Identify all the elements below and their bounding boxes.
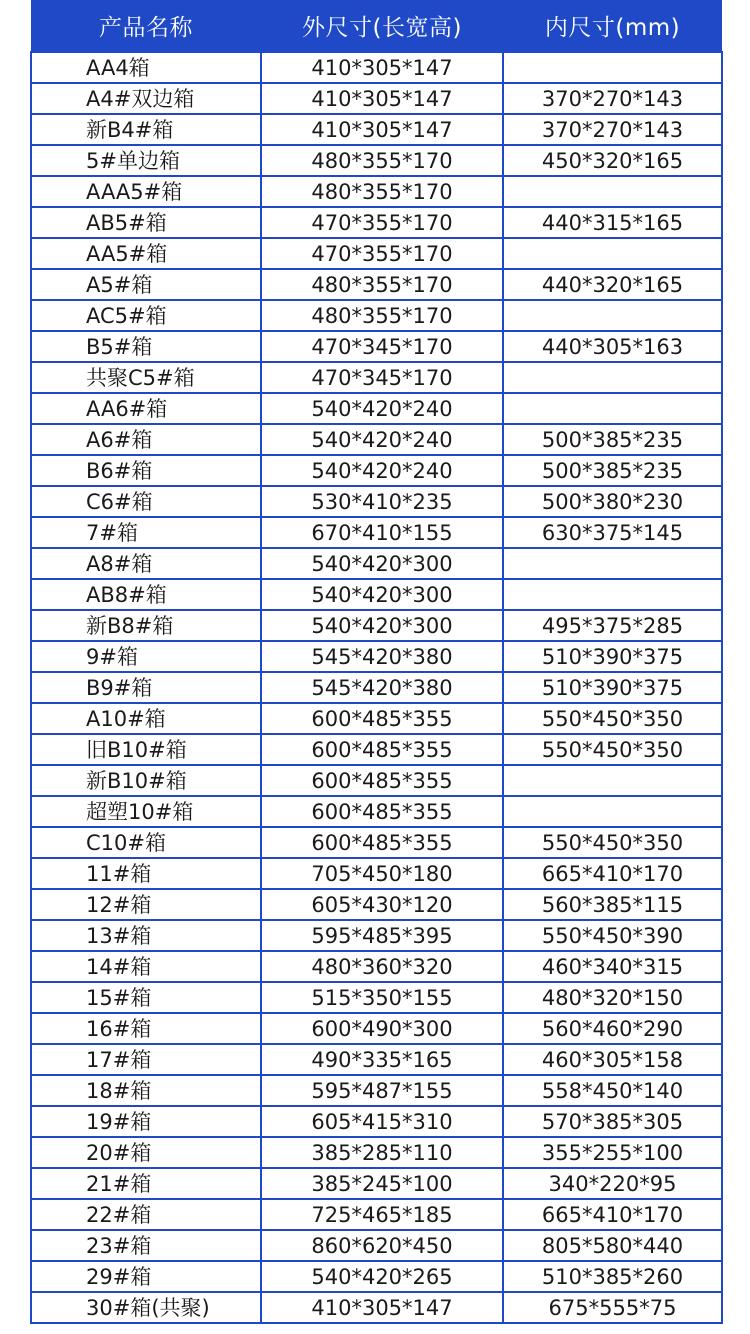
inner-size-cell [503, 52, 722, 83]
product-name-cell: 18#箱 [31, 1075, 261, 1106]
product-name-cell: A8#箱 [31, 548, 261, 579]
table-row [31, 1168, 722, 1199]
table-row [31, 579, 722, 610]
product-name-cell: 12#箱 [31, 889, 261, 920]
inner-size-cell [503, 548, 722, 579]
product-name-cell: AA6#箱 [31, 393, 261, 424]
product-name-cell: 14#箱 [31, 951, 261, 982]
inner-size-cell: 340*220*95 [503, 1168, 722, 1199]
table-row [31, 145, 722, 176]
outer-size-cell: 670*410*155 [261, 517, 503, 548]
outer-size-cell: 600*485*355 [261, 765, 503, 796]
inner-size-cell: 450*320*165 [503, 145, 722, 176]
outer-size-cell: 595*485*395 [261, 920, 503, 951]
box-size-table-container [30, 0, 721, 1324]
product-name-cell: 15#箱 [31, 982, 261, 1013]
product-name-cell: 新B4#箱 [31, 114, 261, 145]
table-row [31, 238, 722, 269]
inner-size-cell: 370*270*143 [503, 114, 722, 145]
table-row [31, 424, 722, 455]
table-row [31, 1044, 722, 1075]
outer-size-cell: 605*430*120 [261, 889, 503, 920]
inner-size-cell: 550*450*350 [503, 703, 722, 734]
inner-size-cell: 500*385*235 [503, 424, 722, 455]
product-name-cell: 21#箱 [31, 1168, 261, 1199]
product-name-cell: 5#单边箱 [31, 145, 261, 176]
table-row [31, 83, 722, 114]
product-name-cell: B5#箱 [31, 331, 261, 362]
table-row [31, 1292, 722, 1323]
product-name-cell: A10#箱 [31, 703, 261, 734]
box-size-table [30, 0, 723, 1324]
table-row [31, 52, 722, 83]
inner-size-cell: 570*385*305 [503, 1106, 722, 1137]
inner-size-cell: 558*450*140 [503, 1075, 722, 1106]
inner-size-cell: 370*270*143 [503, 83, 722, 114]
table-header [31, 0, 722, 52]
inner-size-cell: 510*385*260 [503, 1261, 722, 1292]
inner-size-cell: 550*450*350 [503, 734, 722, 765]
table-row [31, 889, 722, 920]
inner-size-cell: 440*305*163 [503, 331, 722, 362]
table-row [31, 486, 722, 517]
inner-size-cell: 550*450*390 [503, 920, 722, 951]
product-name-cell: AA5#箱 [31, 238, 261, 269]
header-outer-size: 外尺寸(长宽高) [261, 0, 503, 52]
table-row [31, 1261, 722, 1292]
product-name-cell: A5#箱 [31, 269, 261, 300]
inner-size-cell: 665*410*170 [503, 1199, 722, 1230]
outer-size-cell: 540*420*300 [261, 548, 503, 579]
outer-size-cell: 600*485*355 [261, 734, 503, 765]
product-name-cell: AA4箱 [31, 52, 261, 83]
product-name-cell: 7#箱 [31, 517, 261, 548]
table-row [31, 393, 722, 424]
outer-size-cell: 595*487*155 [261, 1075, 503, 1106]
product-name-cell: 17#箱 [31, 1044, 261, 1075]
inner-size-cell [503, 176, 722, 207]
outer-size-cell: 470*355*170 [261, 207, 503, 238]
table-row [31, 703, 722, 734]
inner-size-cell: 500*380*230 [503, 486, 722, 517]
header-product-name: 产品名称 [31, 0, 261, 52]
product-name-cell: 新B10#箱 [31, 765, 261, 796]
inner-size-cell: 510*390*375 [503, 672, 722, 703]
inner-size-cell [503, 238, 722, 269]
inner-size-cell [503, 765, 722, 796]
product-name-cell: 20#箱 [31, 1137, 261, 1168]
inner-size-cell: 495*375*285 [503, 610, 722, 641]
inner-size-cell: 500*385*235 [503, 455, 722, 486]
outer-size-cell: 725*465*185 [261, 1199, 503, 1230]
outer-size-cell: 600*490*300 [261, 1013, 503, 1044]
product-name-cell: B9#箱 [31, 672, 261, 703]
product-name-cell: 超塑10#箱 [31, 796, 261, 827]
outer-size-cell: 480*355*170 [261, 145, 503, 176]
inner-size-cell: 510*390*375 [503, 641, 722, 672]
product-name-cell: AB5#箱 [31, 207, 261, 238]
table-row [31, 269, 722, 300]
table-row [31, 1106, 722, 1137]
outer-size-cell: 705*450*180 [261, 858, 503, 889]
outer-size-cell: 490*335*165 [261, 1044, 503, 1075]
outer-size-cell: 540*420*300 [261, 579, 503, 610]
inner-size-cell: 665*410*170 [503, 858, 722, 889]
outer-size-cell: 545*420*380 [261, 641, 503, 672]
product-name-cell: 19#箱 [31, 1106, 261, 1137]
product-name-cell: 22#箱 [31, 1199, 261, 1230]
table-row [31, 176, 722, 207]
outer-size-cell: 515*350*155 [261, 982, 503, 1013]
outer-size-cell: 860*620*450 [261, 1230, 503, 1261]
product-name-cell: A6#箱 [31, 424, 261, 455]
table-row [31, 1137, 722, 1168]
inner-size-cell: 460*340*315 [503, 951, 722, 982]
inner-size-cell [503, 796, 722, 827]
table-row [31, 1199, 722, 1230]
outer-size-cell: 470*345*170 [261, 331, 503, 362]
inner-size-cell: 805*580*440 [503, 1230, 722, 1261]
outer-size-cell: 410*305*147 [261, 83, 503, 114]
outer-size-cell: 540*420*300 [261, 610, 503, 641]
inner-size-cell [503, 300, 722, 331]
inner-size-cell [503, 579, 722, 610]
table-body [31, 52, 722, 1323]
product-name-cell: 29#箱 [31, 1261, 261, 1292]
table-row [31, 114, 722, 145]
product-name-cell: C10#箱 [31, 827, 261, 858]
outer-size-cell: 480*355*170 [261, 300, 503, 331]
header-inner-size: 内尺寸(mm) [503, 0, 722, 52]
table-row [31, 982, 722, 1013]
inner-size-cell: 440*320*165 [503, 269, 722, 300]
inner-size-cell: 560*460*290 [503, 1013, 722, 1044]
inner-size-cell [503, 393, 722, 424]
outer-size-cell: 605*415*310 [261, 1106, 503, 1137]
table-row [31, 1013, 722, 1044]
product-name-cell: A4#双边箱 [31, 83, 261, 114]
table-row [31, 858, 722, 889]
outer-size-cell: 545*420*380 [261, 672, 503, 703]
table-row [31, 1075, 722, 1106]
product-name-cell: AAA5#箱 [31, 176, 261, 207]
inner-size-cell: 550*450*350 [503, 827, 722, 858]
outer-size-cell: 600*485*355 [261, 827, 503, 858]
outer-size-cell: 600*485*355 [261, 703, 503, 734]
product-name-cell: 共聚C5#箱 [31, 362, 261, 393]
inner-size-cell: 355*255*100 [503, 1137, 722, 1168]
outer-size-cell: 480*355*170 [261, 269, 503, 300]
table-row [31, 796, 722, 827]
table-row [31, 300, 722, 331]
outer-size-cell: 540*420*240 [261, 393, 503, 424]
outer-size-cell: 470*345*170 [261, 362, 503, 393]
table-row [31, 920, 722, 951]
outer-size-cell: 410*305*147 [261, 114, 503, 145]
outer-size-cell: 385*245*100 [261, 1168, 503, 1199]
product-name-cell: AC5#箱 [31, 300, 261, 331]
table-row [31, 827, 722, 858]
outer-size-cell: 530*410*235 [261, 486, 503, 517]
outer-size-cell: 480*355*170 [261, 176, 503, 207]
product-name-cell: 新B8#箱 [31, 610, 261, 641]
outer-size-cell: 600*485*355 [261, 796, 503, 827]
table-row [31, 734, 722, 765]
product-name-cell: 16#箱 [31, 1013, 261, 1044]
table-row [31, 951, 722, 982]
product-name-cell: C6#箱 [31, 486, 261, 517]
inner-size-cell: 560*385*115 [503, 889, 722, 920]
inner-size-cell: 630*375*145 [503, 517, 722, 548]
outer-size-cell: 480*360*320 [261, 951, 503, 982]
product-name-cell: 11#箱 [31, 858, 261, 889]
product-name-cell: 23#箱 [31, 1230, 261, 1261]
table-row [31, 517, 722, 548]
product-name-cell: AB8#箱 [31, 579, 261, 610]
inner-size-cell: 480*320*150 [503, 982, 722, 1013]
table-row [31, 207, 722, 238]
table-row [31, 548, 722, 579]
table-row [31, 1230, 722, 1261]
product-name-cell: B6#箱 [31, 455, 261, 486]
outer-size-cell: 540*420*265 [261, 1261, 503, 1292]
table-row [31, 455, 722, 486]
outer-size-cell: 410*305*147 [261, 1292, 503, 1323]
table-row [31, 610, 722, 641]
outer-size-cell: 540*420*240 [261, 424, 503, 455]
inner-size-cell [503, 362, 722, 393]
table-row [31, 765, 722, 796]
product-name-cell: 9#箱 [31, 641, 261, 672]
product-name-cell: 13#箱 [31, 920, 261, 951]
product-name-cell: 旧B10#箱 [31, 734, 261, 765]
inner-size-cell: 460*305*158 [503, 1044, 722, 1075]
outer-size-cell: 385*285*110 [261, 1137, 503, 1168]
table-row [31, 331, 722, 362]
table-row [31, 672, 722, 703]
outer-size-cell: 540*420*240 [261, 455, 503, 486]
table-row [31, 641, 722, 672]
outer-size-cell: 410*305*147 [261, 52, 503, 83]
inner-size-cell: 440*315*165 [503, 207, 722, 238]
inner-size-cell: 675*555*75 [503, 1292, 722, 1323]
outer-size-cell: 470*355*170 [261, 238, 503, 269]
header-row [31, 0, 722, 52]
table-row [31, 362, 722, 393]
product-name-cell: 30#箱(共聚) [31, 1292, 261, 1323]
